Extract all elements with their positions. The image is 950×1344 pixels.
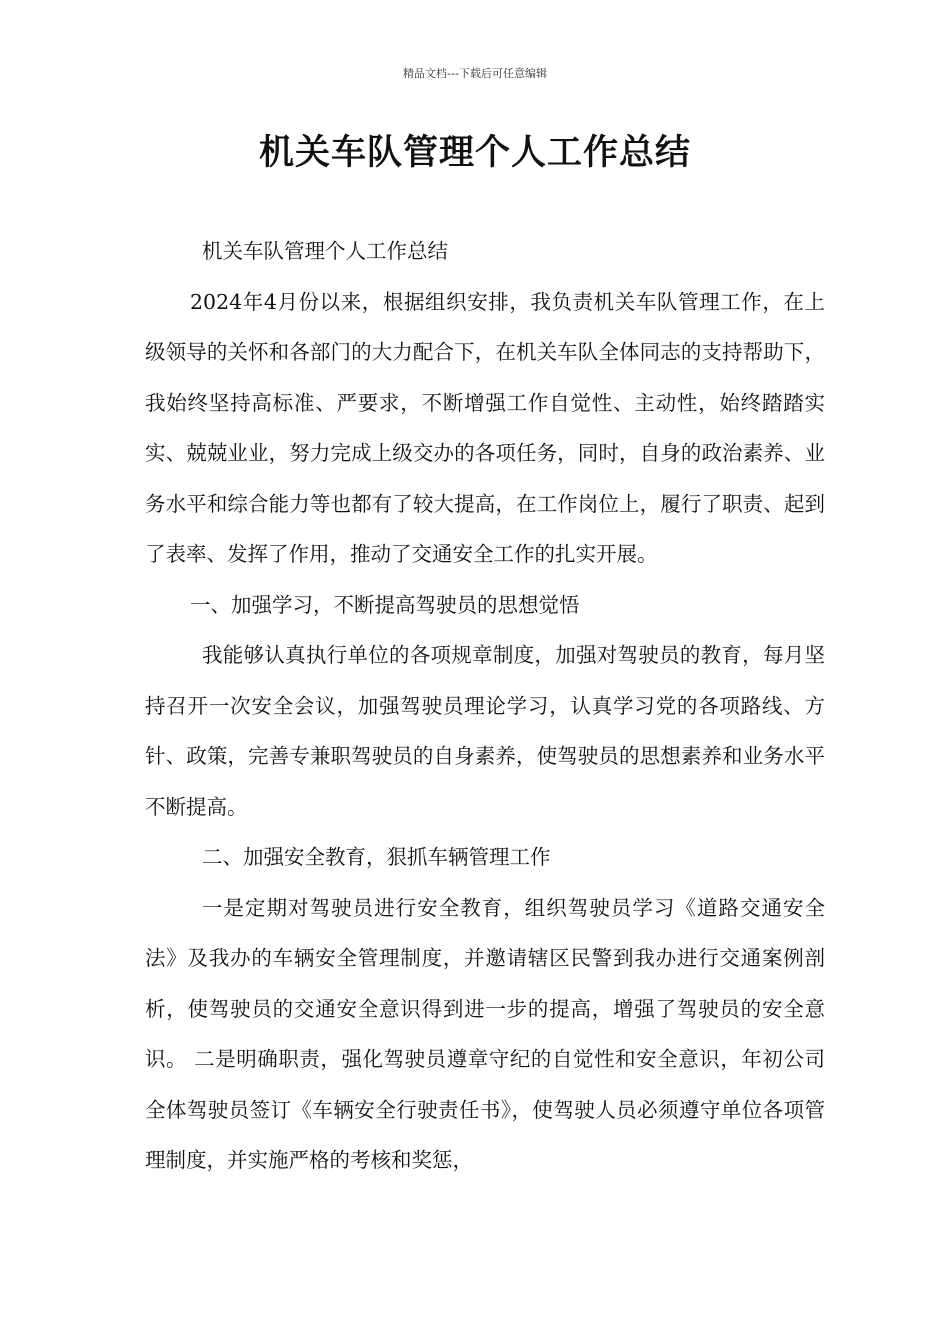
section-heading-1: 一、加强学习，不断提高驾驶员的思想觉悟	[190, 592, 580, 617]
section-heading-2: 二、加强安全教育，狠抓车辆管理工作	[202, 845, 551, 869]
header-note: 精品文档---下载后可任意编辑	[403, 67, 547, 80]
paragraph-intro: 2024年4月份以来，根据组织安排，我负责机关车队管理工作，在上级领导的关怀和各部门的大力配合下，在机关车队全体同志的支持帮助下，我始终坚持高标准、严要求，不断增强工作自觉性、主动性，始终踏踏实实、兢兢业业，努力完成上级交办的各项任务，同时，自身的政治素养、业务水平和综合能力等也都有了较大提高，在工作岗位上，履行了职责、起到了表率、发挥了作用，推动了交通安全工作的扎实开展。	[145, 289, 825, 566]
document-subtitle: 机关车队管理个人工作总结	[202, 239, 448, 263]
paragraph-section-1: 我能够认真执行单位的各项规章制度，加强对驾驶员的教育，每月坚持召开一次安全会议，加强驾驶员理论学习，认真学习党的各项路线、方针、政策，完善专兼职驾驶员的自身素养，使驾驶员的思想素养和业务水平不断提高。	[145, 643, 825, 819]
paragraph-section-2: 一是定期对驾驶员进行安全教育，组织驾驶员学习《道路交通安全法》及我办的车辆安全管理制度，并邀请辖区民警到我办进行交通案例剖析，使驾驶员的交通安全意识得到进一步的提高，增强了驾驶员的安全意识。 二是明确职责，强化驾驶员遵章守纪的自觉性和安全意识，年初公司全体驾驶员签订《车辆安全行驶责任书》，使驾驶人员必须遵守单位各项管理制度，并实施严格的考核和奖惩，	[145, 895, 825, 1172]
document-body	[145, 226, 825, 1186]
document-title: 机关车队管理个人工作总结	[258, 133, 691, 173]
